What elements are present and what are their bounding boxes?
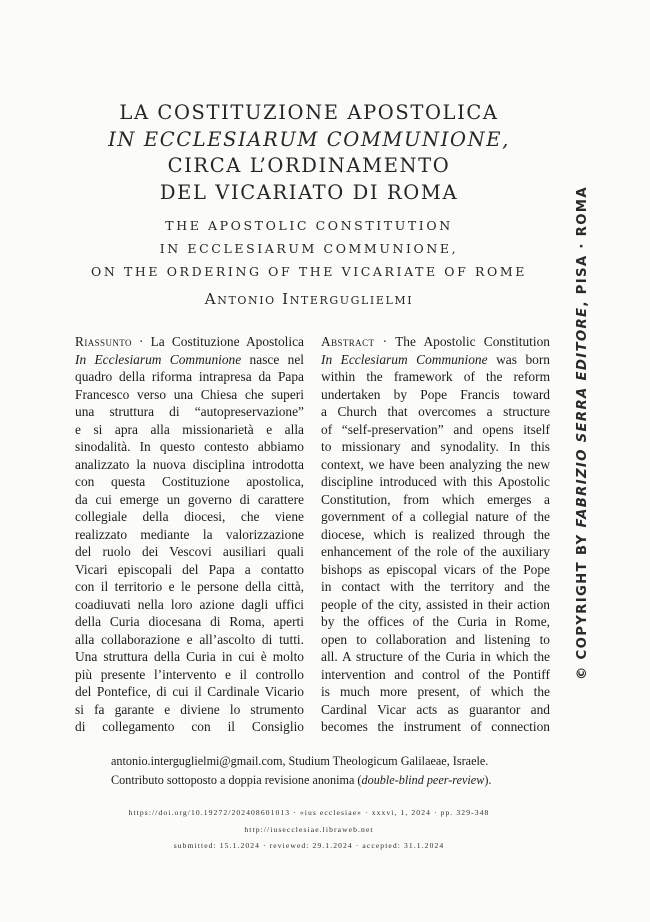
abstract-line: to missionary and synodality. In this	[321, 439, 550, 454]
abstract-label: Abstract	[321, 334, 375, 349]
riassunto-line: sinodalità. In questo contesto abbiamo	[75, 439, 304, 454]
doi-line: https://doi.org/10.19272/202408601013 · «ius ecclesiae» · xxxvi, 1, 2024 · pp. 329-348	[128, 808, 490, 817]
riassunto-column	[75, 333, 304, 736]
abstract-line: becomes the instrument of connection	[321, 719, 550, 734]
riassunto-line: una struttura di “autopreservazione”	[75, 404, 304, 419]
italian-title-line-4: DEL VICARIATO DI ROMA	[159, 180, 459, 204]
abstract-column	[321, 333, 550, 736]
riassunto-line: del Pontefice, di cui il Cardinale Vicario	[75, 684, 304, 699]
author-last-name: Interguglielmi	[282, 290, 414, 308]
abstract-line: of “self-preservation” and opens itself	[321, 421, 550, 437]
riassunto-line: di collegamento con il Consiglio	[75, 719, 304, 734]
riassunto-line: della Curia diocesana di Roma, aperti	[75, 614, 304, 629]
riassunto-line: In Ecclesiarum Communione nasce nel	[75, 351, 304, 367]
abstract-line: undertaken by Pope Francis toward	[321, 386, 550, 402]
riassunto-line: e si apra alla missionarietà e alla	[75, 421, 304, 437]
riassunto-line: del ruolo dei Vescovi ausiliari quali	[75, 544, 304, 559]
riassunto-line: realizzato mediante la valorizzazione	[75, 526, 304, 542]
author-first-name: Antonio	[204, 290, 276, 308]
riassunto-line: alla collaborazione e all’ascolto di tutti.	[75, 631, 304, 647]
english-title	[60, 214, 558, 283]
riassunto-line: Vicari episcopali del Papa a contatto	[75, 561, 304, 577]
riassunto-line: da cui emerge un governo di carattere	[75, 491, 304, 507]
abstract-line: Abstract · The Apostolic Constitution	[321, 334, 550, 349]
riassunto-line: Francesco verso una Chiesa che superi	[75, 386, 304, 402]
riassunto-line: più presente l’intervento e il controllo	[75, 666, 304, 682]
abstract-line: enhancement of the role of the auxiliary	[321, 544, 550, 559]
riassunto-line: quadro della riforma intrapresa da Papa	[75, 369, 304, 384]
abstract-line: a Church that overcomes a structure	[321, 404, 550, 419]
abstract-line: by the offices of the Curia in Rome,	[321, 614, 550, 629]
abstract-line: intervention and control of the Pontiff	[321, 666, 550, 682]
review-dates: submitted: 15.1.2024 · reviewed: 29.1.2024 · accepted: 31.1.2024	[173, 841, 445, 850]
italian-title	[60, 100, 558, 206]
italian-title-line-2: IN ECCLESIARUM COMMUNIONE,	[108, 127, 510, 151]
journal-url: http://iusecclesiae.libraweb.net	[244, 825, 374, 834]
abstract-line: is much more present, of which the	[321, 684, 550, 699]
peer-review-note: Contributo sottoposto a doppia revisione anonima (double-blind peer-review).	[111, 772, 492, 787]
riassunto-line: con questa Costituzione apostolica,	[75, 474, 304, 489]
english-title-line-2: IN ECCLESIARUM COMMUNIONE,	[159, 241, 459, 256]
italian-title-line-1: LA COSTITUZIONE APOSTOLICA	[119, 101, 499, 124]
abstract-line: government of a collegial nature of the	[321, 509, 550, 524]
abstract-line: context, we have been analyzing the new	[321, 456, 550, 472]
author-footnote	[111, 752, 551, 789]
riassunto-line: con il territorio e le persone della città,	[75, 579, 304, 594]
abstract-line: bishops as episcopal vicars of the Pope	[321, 561, 550, 577]
riassunto-label: Riassunto	[75, 334, 132, 349]
copyright-notice: © COPYRIGHT BY FABRIZIO SERRA EDITORE, PISA · ROMA	[575, 186, 590, 680]
italian-title-line-3: CIRCA L’ORDINAMENTO	[167, 154, 451, 177]
abstract-line: discipline introduced with this Apostolic	[321, 474, 550, 489]
author-name	[60, 290, 558, 308]
abstract-line: In Ecclesiarum Communione was born	[321, 351, 550, 367]
abstract-line: open to collaboration and listening to	[321, 631, 550, 647]
abstract-line: within the framework of the reform	[321, 369, 550, 384]
riassunto-line: analizzato la nuova disciplina introdotta	[75, 456, 304, 472]
abstract-line: Constitution, from which emerges a	[321, 491, 550, 507]
author-affiliation: antonio.interguglielmi@gmail.com, Studium Theologicum Galilaeae, Israele.	[111, 754, 489, 768]
riassunto-line: Riassunto · La Costituzione Apostolica	[75, 334, 304, 349]
abstract-line: people of the city, assisted in their action	[321, 596, 550, 612]
riassunto-line: collegiale della diocesi, che viene	[75, 509, 304, 524]
abstract-line: Cardinal Vicar acts as guarantor and	[321, 701, 550, 717]
abstract-line: all. A structure of the Curia in which the	[321, 649, 550, 664]
riassunto-line: Una struttura della Curia in cui è molto	[75, 649, 304, 664]
abstract-line: diocese, which is realized through the	[321, 526, 550, 542]
abstract-line: in contact with the territory and the	[321, 579, 550, 594]
riassunto-line: si fa garante e diviene lo strumento	[75, 701, 304, 717]
english-title-line-3: ON THE ORDERING OF THE VICARIATE OF ROME	[91, 264, 527, 279]
english-title-line-1: THE APOSTOLIC CONSTITUTION	[165, 218, 453, 233]
riassunto-line: coadiuvati nella loro azione dagli uffici	[75, 596, 304, 612]
